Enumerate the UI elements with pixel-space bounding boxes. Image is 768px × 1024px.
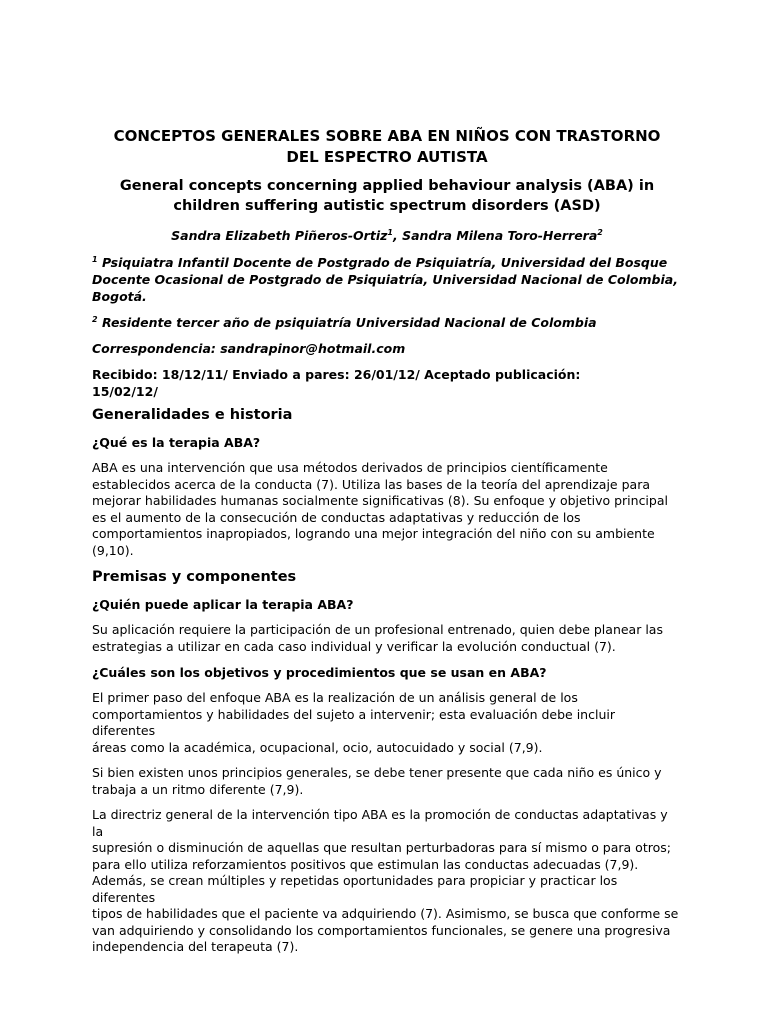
author-affiliation-mark: 2 bbox=[597, 227, 603, 237]
title-line: DEL ESPECTRO AUTISTA bbox=[286, 148, 488, 166]
question-heading: ¿Cuáles son los objetivos y procedimientos que se usan en ABA? bbox=[92, 665, 547, 680]
affiliation-line: $^1$ Psiquiatra Infantil Docente de Postgrado de Psiquiatría, Universidad del Bosque bbox=[92, 254, 668, 270]
section-heading: Generalidades e historia bbox=[92, 407, 293, 423]
section-heading: Premisas y componentes bbox=[92, 569, 297, 585]
author-separator: , bbox=[392, 228, 403, 243]
affiliation-mark: 1 bbox=[92, 254, 98, 264]
author-name: Sandra Milena Toro-Herrera bbox=[402, 228, 598, 243]
author-affiliation-mark: 1 bbox=[387, 227, 393, 237]
title-line: CONCEPTOS GENERALES SOBRE ABA EN NIÑOS CON TRASTORNO bbox=[113, 127, 661, 145]
affiliation-mark: 2 bbox=[92, 314, 98, 324]
document-content bbox=[92, 126, 682, 965]
affiliation-1 bbox=[92, 254, 682, 305]
dates-line: Recibido: 18/12/11/ Enviado a pares: 26/01/12/ Aceptado publicación: bbox=[92, 367, 581, 382]
body-paragraph: Si bien existen unos principios generales, se debe tener presente que cada niño es único y trabaja a un ritmo diferente (7,9). bbox=[92, 765, 662, 797]
dates-line: 15/02/12/ bbox=[92, 384, 158, 399]
document-title bbox=[92, 126, 682, 168]
author-list bbox=[92, 227, 682, 244]
affiliation-line: Docente Ocasional de Postgrado de Psiquiatría, Universidad Nacional de Colombia, bbox=[92, 272, 678, 287]
correspondence: Correspondencia: sandrapinor@hotmail.com bbox=[92, 341, 406, 356]
body-paragraph: Su aplicación requiere la participación de un profesional entrenado, quien debe planear las estrategias a utilizar en cada caso individual y verificar la evolución conductual (7). bbox=[92, 622, 663, 654]
subtitle-line: General concepts concerning applied behaviour analysis (ABA) in bbox=[119, 178, 655, 194]
affiliation-2 bbox=[92, 314, 682, 331]
author-name: Sandra Elizabeth Piñeros-Ortiz bbox=[171, 228, 388, 243]
body-paragraph: ABA es una intervención que usa métodos derivados de principios científicamente establecidos acerca de la conducta (7). Utiliza las bases de la teoría del aprendizaje para mejorar habilidades humanas socialmente significativas (8). Su enfoque y objetivo principal es el aumento de la consecución de conductas adaptativas y reducción de los comportamientos inapropiados, logrando una mejor integración del niño con su ambiente (9,10). bbox=[92, 460, 668, 558]
question-heading: ¿Quién puede aplicar la terapia ABA? bbox=[92, 597, 354, 612]
body-paragraph: La directriz general de la intervención tipo ABA es la promoción de conductas adaptativas y la supresión o disminución de aquellas que resultan perturbadoras para sí mismo o para otros; para ello utiliza reforzamientos positivos que estimulan las conductas adecuadas (7,9). Además, se crean múltiples y repetidas oportunidades para propiciar y practicar los diferentes tipos de habilidades que el paciente va adquiriendo (7). Asimismo, se busca que conforme se van adquiriendo y consolidando los comportamientos funcionales, se genere una progresiva independencia del terapeuta (7). bbox=[92, 807, 679, 954]
affiliation-line: Bogotá. bbox=[92, 289, 147, 304]
publication-dates bbox=[92, 366, 682, 400]
body-paragraph: El primer paso del enfoque ABA es la realización de un análisis general de los comportamientos y habilidades del sujeto a intervenir; esta evaluación debe incluir diferentes áreas como la académica, ocupacional, ocio, autocuidado y social (7,9). bbox=[92, 690, 615, 755]
subtitle-line: children suffering autistic spectrum disorders (ASD) bbox=[173, 198, 601, 214]
question-heading: ¿Qué es la terapia ABA? bbox=[92, 435, 261, 450]
affiliation-line: $^2$ Residente tercer año de psiquiatría Universidad Nacional de Colombia bbox=[92, 314, 597, 330]
document-subtitle bbox=[92, 176, 682, 216]
